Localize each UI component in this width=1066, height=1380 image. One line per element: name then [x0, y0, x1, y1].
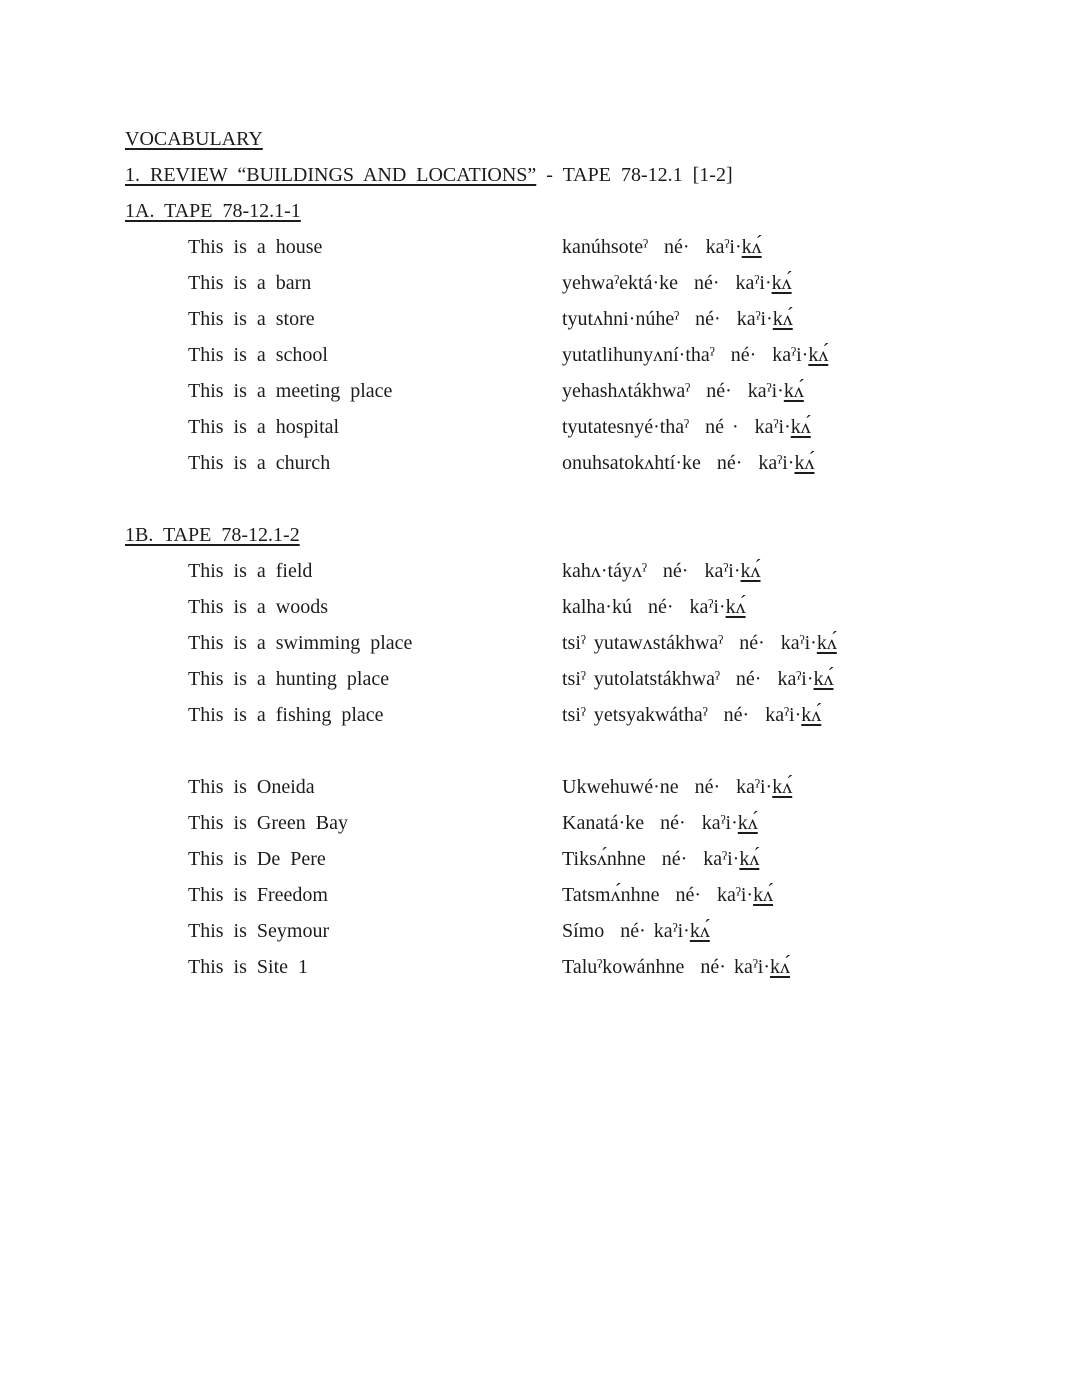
oneida-phrase-main: kahʌ·táyʌˀ né· kaˀi·: [562, 560, 741, 582]
oneida-phrase: [562, 877, 773, 913]
oneida-phrase: [562, 265, 792, 301]
vocab-row: [125, 337, 1036, 373]
oneida-phrase-main: onuhsatokʌhtí·ke né· kaˀi·: [562, 452, 795, 474]
vocab-row: [125, 373, 1036, 409]
vocab-row: [125, 769, 1036, 805]
vocab-row: [125, 913, 1036, 949]
english-phrase: This is a barn: [188, 272, 312, 294]
oneida-underlined-particle: kʌ́: [772, 776, 793, 798]
oneida-phrase: [562, 409, 811, 445]
english-phrase: This is a fishing place: [188, 704, 384, 726]
oneida-phrase-main: Símo né· kaˀi·: [562, 920, 690, 942]
oneida-phrase: [562, 301, 793, 337]
oneida-phrase-main: tyutatesnyé·thaˀ né · kaˀi·: [562, 416, 791, 438]
oneida-phrase-main: Kanatá·ke né· kaˀi·: [562, 812, 738, 834]
oneida-phrase-main: yehashʌtákhwaˀ né· kaˀi·: [562, 380, 784, 402]
english-phrase: This is a hospital: [188, 416, 340, 438]
oneida-phrase-main: tsiˀ yutolatstákhwaˀ né· kaˀi·: [562, 668, 814, 690]
oneida-underlined-particle: kʌ́: [808, 344, 829, 366]
vocab-row: [125, 625, 1036, 661]
oneida-phrase: [562, 373, 804, 409]
english-phrase: This is a meeting place: [188, 380, 393, 402]
vocab-row: [125, 841, 1036, 877]
oneida-phrase: [562, 949, 790, 985]
section-1b-heading: [125, 517, 1036, 553]
vocab-row: [125, 949, 1036, 985]
oneida-underlined-particle: kʌ́: [739, 848, 760, 870]
english-phrase: This is Green Bay: [188, 812, 348, 834]
vocab-row: [125, 553, 1036, 589]
english-phrase: This is a swimming place: [188, 632, 413, 654]
oneida-phrase-main: tyutʌhni·núheˀ né· kaˀi·: [562, 308, 773, 330]
english-phrase: This is a school: [188, 344, 328, 366]
oneida-phrase: [562, 805, 758, 841]
oneida-phrase: [562, 913, 710, 949]
oneida-underlined-particle: kʌ́: [770, 956, 791, 978]
oneida-underlined-particle: kʌ́: [737, 812, 758, 834]
oneida-phrase: [562, 841, 759, 877]
oneida-underlined-particle: kʌ́: [771, 272, 792, 294]
oneida-phrase: [562, 445, 814, 481]
english-phrase: This is Freedom: [188, 884, 328, 906]
page-title-text: VOCABULARY: [125, 128, 263, 150]
english-phrase: This is Site 1: [188, 956, 309, 978]
oneida-phrase: [562, 661, 834, 697]
oneida-phrase-main: Taluˀkowánhne né· kaˀi·: [562, 956, 771, 978]
oneida-phrase-main: tsiˀ yutawʌstákhwaˀ né· kaˀi·: [562, 632, 817, 654]
review-heading-underlined: 1. REVIEW “BUILDINGS AND LOCATIONS”: [125, 164, 537, 186]
english-phrase: This is a house: [188, 236, 323, 258]
vocab-row: [125, 265, 1036, 301]
oneida-underlined-particle: kʌ́: [772, 308, 793, 330]
review-heading: [125, 157, 1036, 193]
page-title: [125, 121, 1036, 157]
oneida-phrase-main: yehwaˀektá·ke né· kaˀi·: [562, 272, 772, 294]
oneida-underlined-particle: kʌ́: [741, 236, 762, 258]
oneida-underlined-particle: kʌ́: [794, 452, 815, 474]
oneida-phrase: [562, 625, 837, 661]
oneida-underlined-particle: kʌ́: [783, 380, 804, 402]
oneida-underlined-particle: kʌ́: [689, 920, 710, 942]
english-phrase: This is De Pere: [188, 848, 326, 870]
oneida-phrase-main: kalha·kú né· kaˀi·: [562, 596, 726, 618]
vocab-row: [125, 697, 1036, 733]
vocab-row: [125, 589, 1036, 625]
english-phrase: This is a woods: [188, 596, 328, 618]
english-phrase: This is a field: [188, 560, 313, 582]
oneida-underlined-particle: kʌ́: [740, 560, 761, 582]
vocab-row: [125, 877, 1036, 913]
section-1a-heading: [125, 193, 1036, 229]
oneida-phrase-main: Tiksʌ́nhne né· kaˀi·: [562, 848, 740, 870]
oneida-phrase: [562, 589, 746, 625]
english-phrase: This is a church: [188, 452, 331, 474]
section-1b-heading-text: 1B. TAPE 78-12.1-2: [125, 524, 300, 546]
review-heading-rest: - TAPE 78-12.1 [1-2]: [536, 164, 733, 186]
vocab-row: [125, 301, 1036, 337]
oneida-phrase-main: yutatlihunyʌní·thaˀ né· kaˀi·: [562, 344, 809, 366]
oneida-phrase-main: Tatsmʌ́nhne né· kaˀi·: [562, 884, 754, 906]
vocab-row: [125, 445, 1036, 481]
oneida-underlined-particle: kʌ́: [753, 884, 774, 906]
english-phrase: This is a hunting place: [188, 668, 390, 690]
english-phrase: This is Oneida: [188, 776, 315, 798]
english-phrase: This is Seymour: [188, 920, 330, 942]
oneida-phrase: [562, 553, 761, 589]
oneida-phrase: [562, 337, 828, 373]
vocab-row: [125, 409, 1036, 445]
oneida-phrase: [562, 697, 821, 733]
oneida-phrase-main: kanúhsoteˀ né· kaˀi·: [562, 236, 742, 258]
oneida-underlined-particle: kʌ́: [790, 416, 811, 438]
oneida-phrase-main: tsiˀ yetsyakwáthaˀ né· kaˀi·: [562, 704, 802, 726]
oneida-phrase-main: Ukwehuwé·ne né· kaˀi·: [562, 776, 773, 798]
oneida-underlined-particle: kʌ́: [816, 632, 837, 654]
vocab-row: [125, 229, 1036, 265]
vocab-row: [125, 661, 1036, 697]
blank-line: [125, 733, 1036, 769]
oneida-underlined-particle: kʌ́: [725, 596, 746, 618]
blank-line: [125, 481, 1036, 517]
oneida-underlined-particle: kʌ́: [813, 668, 834, 690]
oneida-underlined-particle: kʌ́: [801, 704, 822, 726]
vocab-row: [125, 805, 1036, 841]
oneida-phrase: [562, 229, 762, 265]
section-1a-heading-text: 1A. TAPE 78-12.1-1: [125, 200, 301, 222]
english-phrase: This is a store: [188, 308, 315, 330]
oneida-phrase: [562, 769, 792, 805]
